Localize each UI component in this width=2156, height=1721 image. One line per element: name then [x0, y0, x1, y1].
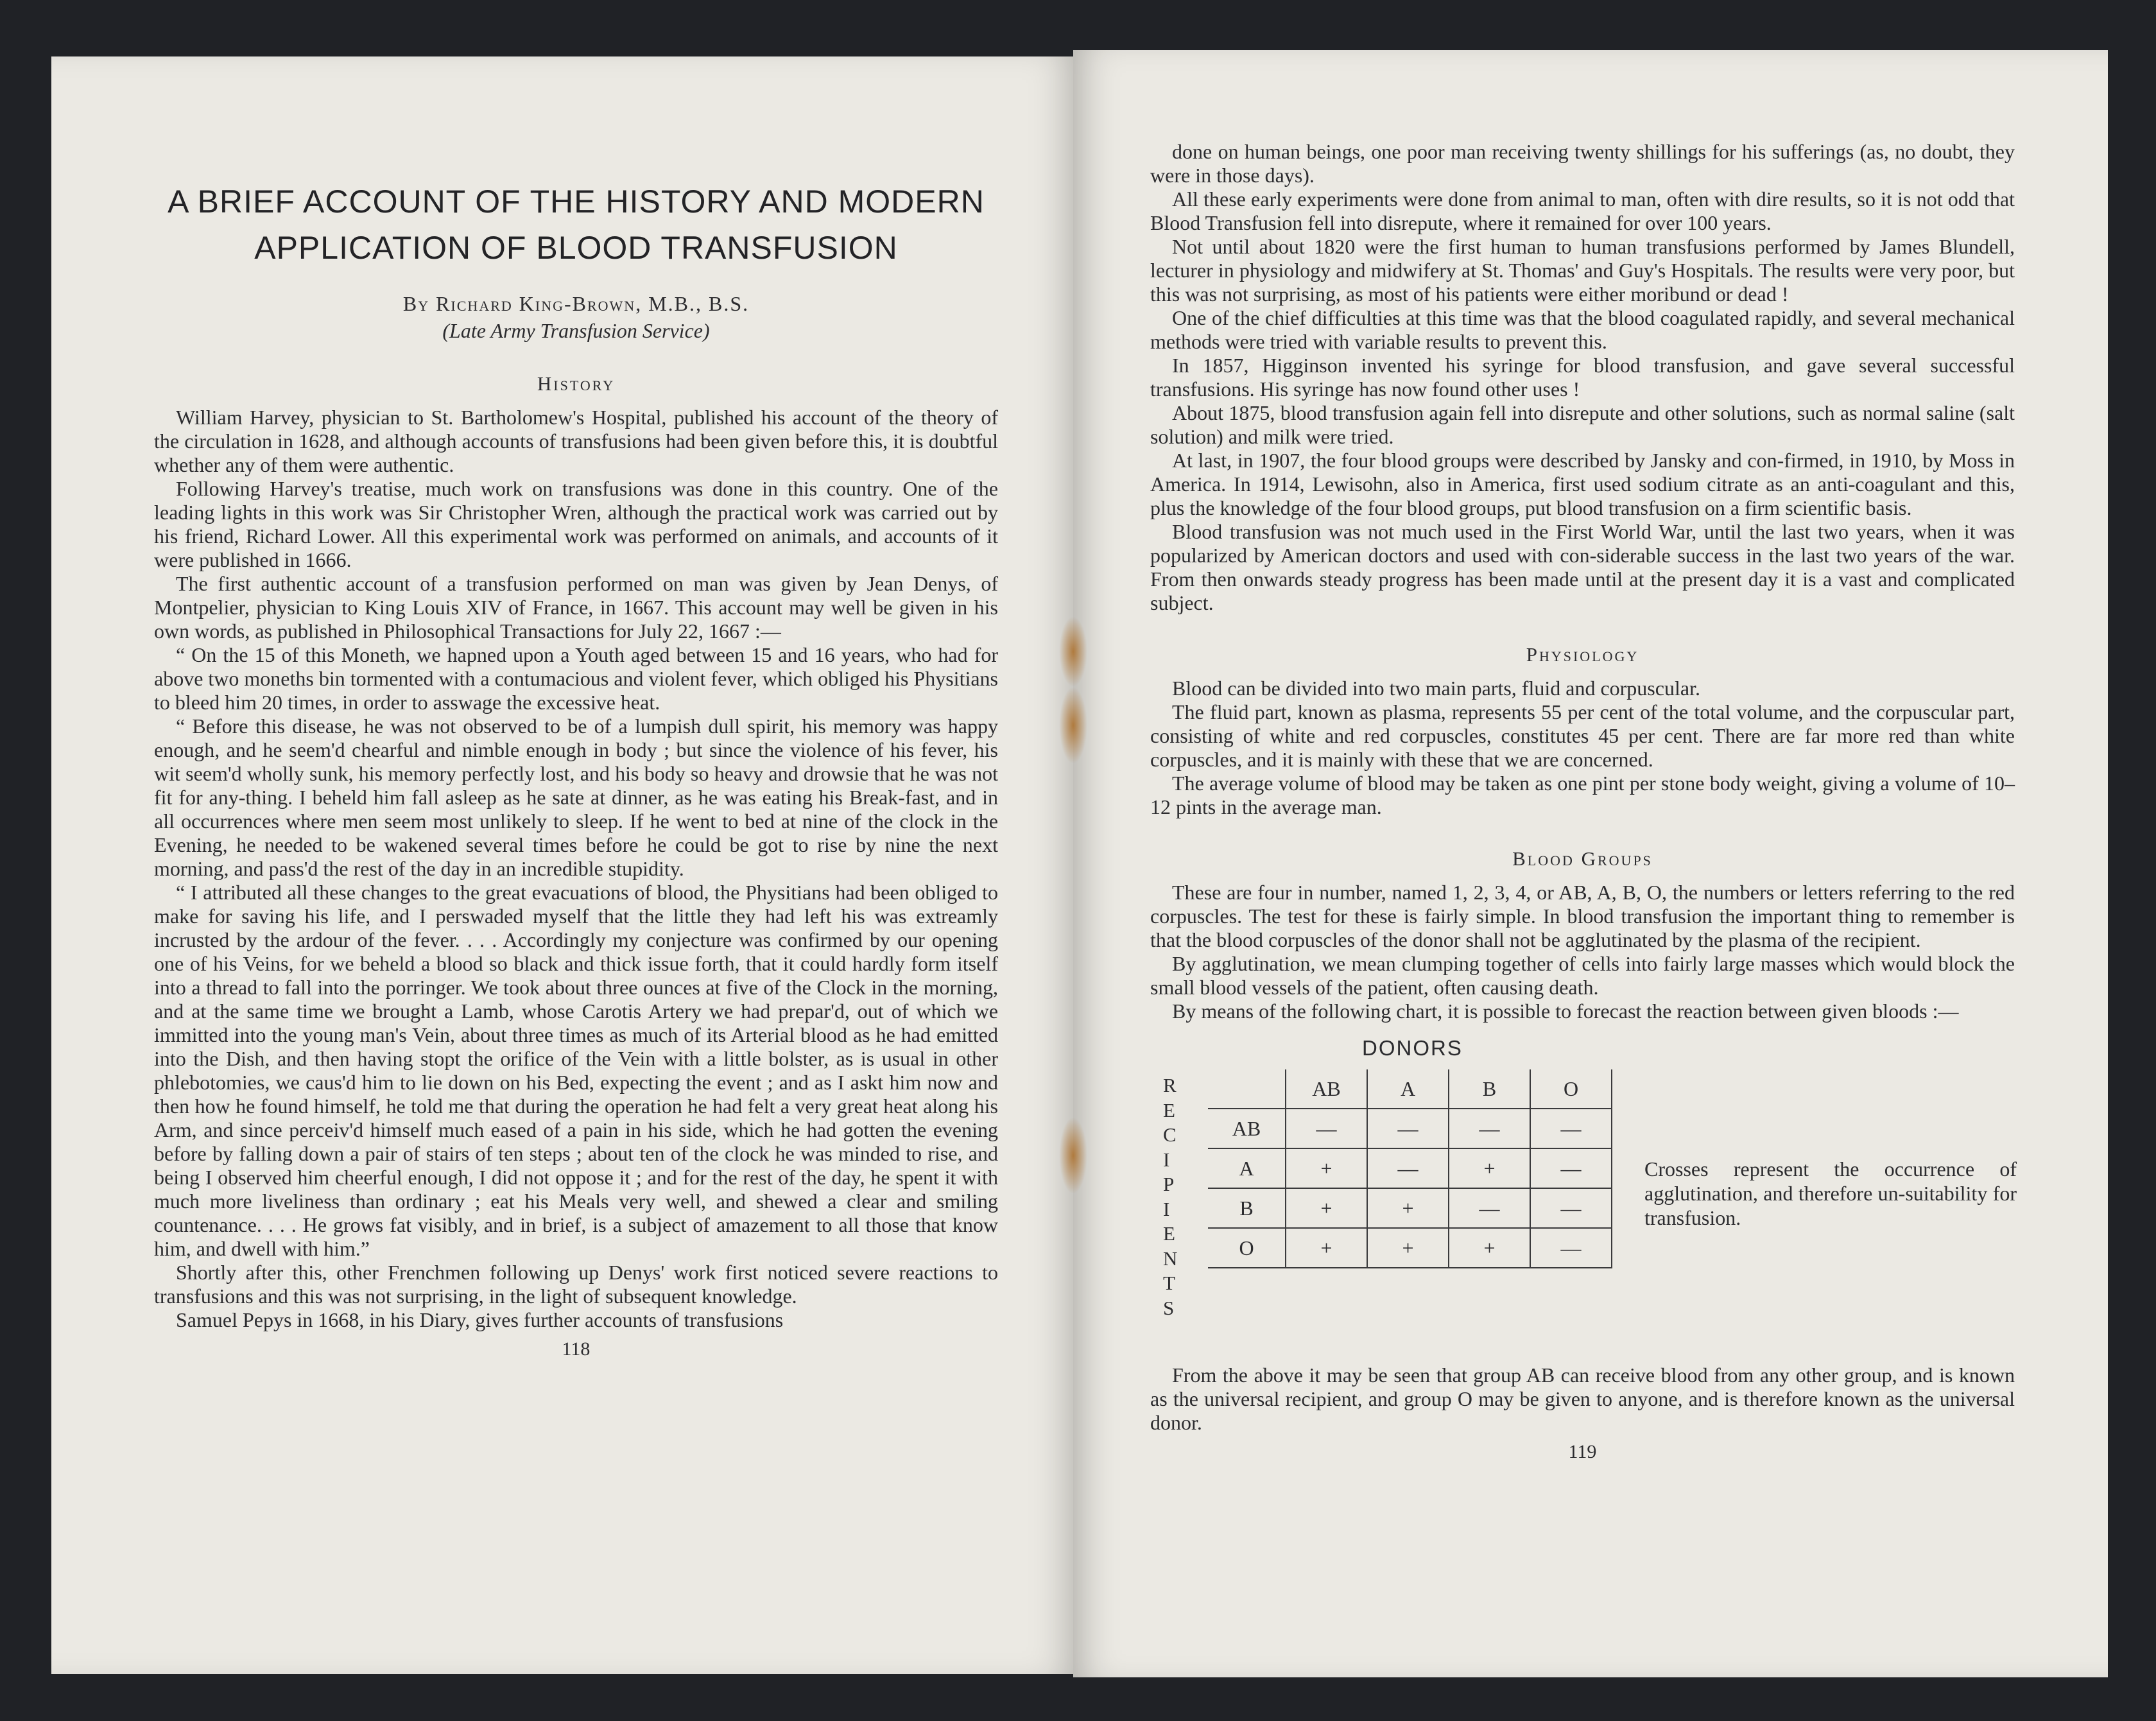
reaction-cell: +: [1367, 1188, 1449, 1228]
body-paragraph: Following Harvey's treatise, much work on transfusions was done in this country. One of the leading lights in this work was Sir Christopher Wren, although the practical work was carried out by his friend, Richard Lower. All this experimental work was performed on animals, and accounts of it were published in 1666.: [154, 477, 998, 571]
history-heading: History: [537, 372, 616, 395]
reaction-cell: +: [1449, 1228, 1530, 1268]
reaction-cell: —: [1530, 1109, 1612, 1148]
gutter-stain: [1059, 1117, 1087, 1194]
blood-groups-text: [1150, 881, 2015, 1023]
recipients-letter: E: [1163, 1098, 1175, 1121]
table-corner: [1208, 1069, 1286, 1109]
body-paragraph: Blood can be divided into two main parts, fluid and corpuscular.: [1172, 677, 1700, 700]
reaction-cell: +: [1286, 1228, 1367, 1268]
donors-label: DONORS: [1362, 1036, 1463, 1060]
body-paragraph: Samuel Pepys in 1668, in his Diary, gives further accounts of transfusions: [176, 1308, 784, 1331]
reaction-cell: +: [1286, 1188, 1367, 1228]
table-row: [1208, 1228, 1612, 1268]
page-number-left: 118: [562, 1338, 591, 1360]
gutter-stain: [1059, 687, 1087, 764]
body-paragraph: Shortly after this, other Frenchmen following up Denys' work first noticed severe reactions to transfusions and this was not surprising, in the light of subsequent knowledge.: [154, 1261, 998, 1308]
reaction-cell: —: [1286, 1109, 1367, 1148]
recipient-group-label: B: [1208, 1188, 1286, 1228]
reaction-cell: —: [1530, 1228, 1612, 1268]
donor-group-header: AB: [1286, 1069, 1367, 1109]
body-paragraph: The average volume of blood may be taken as one pint per stone body weight, giving a volume of 10–12 pints in the average man.: [1150, 772, 2015, 818]
body-paragraph: In 1857, Higginson invented his syringe for blood transfusion, and gave several successful transfusions. His syringe has now found other uses !: [1150, 354, 2015, 401]
body-paragraph: “ On the 15 of this Moneth, we hapned upon a Youth aged between 15 and 16 years, who had for above two moneths bin tormented with a contumacious and violent fever, which obliged his Physitians to bleed him 20 times, in order to asswage the excessive heat.: [154, 643, 998, 714]
body-paragraph: “ I attributed all these changes to the great evacuations of blood, the Physitians had been obliged to make for saving his life, and I perswaded myself that the little they had left his was extreamly incrusted by the ardour of the fever. . . . Accordingly my conjecture was confirmed by our opening one of his Veins, for we beheld a blood so black and thick issue forth, that it could hardly form itself into a thread to fall into the porringer. We took about three ounces at five of the Clock in the morning, and at the same time we brought a Lamb, whose Carotis Artery we had prepar'd, out of which we immitted into the young man's Vein, about three times as much of its Arterial blood as he had emitted into the Dish, and then having stopt the orifice of the Vein with a little bolster, as is usual in other phlebotomies, we caus'd him to lie down on his Bed, expecting the event ; and as I askt him now and then how he found himself, he told me that during the operation he had felt a very great heat along his Arm, and since perceiv'd himself much eased of a pain in his side, which he had gotten the evening before by falling down a pair of stairs of ten steps ; about ten of the clock he was minded to rise, and being I observed him cheerful enough, I did not oppose it ; and for the rest of the day, he spent it with much more liveliness than ordinary ; eat his Meals very well, and shewed a clear and smiling countenance. . . . He grows fat visibly, and in brief, is a subject of amazement to all those that know him, and dwell with him.”: [154, 881, 998, 1260]
title-line-2: APPLICATION OF BLOOD TRANSFUSION: [254, 230, 898, 266]
recipients-letter: E: [1163, 1222, 1175, 1245]
recipients-letter: R: [1163, 1074, 1177, 1096]
blood-groups-heading: Blood Groups: [1512, 847, 1653, 870]
compatibility-chart: [1150, 1036, 2015, 1370]
body-paragraph: By means of the following chart, it is possible to forecast the reaction between given bloods :—: [1172, 999, 1959, 1023]
gutter-stain: [1059, 616, 1087, 687]
reaction-cell: —: [1449, 1109, 1530, 1148]
reaction-cell: —: [1367, 1109, 1449, 1148]
recipients-letter: I: [1163, 1148, 1170, 1171]
closing-paragraph: From the above it may be seen that group AB can receive blood from any other group, and is known as the universal recipient, and group O may be given to anyone, and is therefore known as the universal donor.: [1150, 1363, 2015, 1434]
body-paragraph: One of the chief difficulties at this time was that the blood coagulated rapidly, and several mechanical methods were tried with variable results to prevent this.: [1150, 306, 2015, 353]
physiology-heading: Physiology: [1526, 643, 1639, 666]
body-paragraph: William Harvey, physician to St. Bartholomew's Hospital, published his account of the theory of the circulation in 1628, and although accounts of transfusions had been given before this, it is doubtful whether any of them were authentic.: [154, 406, 998, 476]
body-paragraph: done on human beings, one poor man receiving twenty shillings for his sufferings (as, no doubt, they were in those days).: [1150, 140, 2015, 187]
table-row: [1208, 1109, 1612, 1148]
recipients-letter: I: [1163, 1197, 1170, 1220]
page-number-right: 119: [1568, 1441, 1597, 1462]
body-paragraph: Blood transfusion was not much used in the First World War, until the last two years, when it was popularized by American doctors and used with con-siderable success in the last two years of the war. From then onwards steady progress has been made until at the present day it is a vast and complicated subject.: [1150, 520, 2015, 614]
body-paragraph: Not until about 1820 were the first human to human transfusions performed by James Blundell, lecturer in physiology and midwifery at St. Thomas' and Guy's Hospitals. The results were very poor, but this was not surprising, as most of his patients were either moribund or dead !: [1150, 235, 2015, 306]
table-row: [1208, 1148, 1612, 1188]
reaction-cell: +: [1367, 1228, 1449, 1268]
recipients-label: [1163, 1073, 1177, 1320]
reaction-cell: +: [1449, 1148, 1530, 1188]
table-row: [1208, 1188, 1612, 1228]
body-paragraph: All these early experiments were done from animal to man, often with dire results, so it is not odd that Blood Transfusion fell into disrepute, where it remained for over 100 years.: [1150, 187, 2015, 234]
reaction-cell: —: [1530, 1188, 1612, 1228]
body-paragraph: “ Before this disease, he was not observed to be of a lumpish dull spirit, his memory was happy enough, and he seem'd chearful and nimble enough in body ; but since the violence of his fever, his wit seem'd wholly sunk, his memory perfectly lost, and his body so heavy and drowsie that he was not fit for any-thing. I beheld him fall asleep as he sate at dinner, as he was eating his Break-fast, and in all occurrences where men seem most unlikely to sleep. If he went to bed at nine of the clock in the Evening, he needed to be wakened several times before he could be got to rise by nine the next morning, and pass'd the rest of the day in an incredible stupidity.: [154, 714, 998, 880]
donor-group-header: A: [1367, 1069, 1449, 1109]
reaction-cell: +: [1286, 1148, 1367, 1188]
article-title: [154, 178, 998, 271]
donor-group-header: O: [1530, 1069, 1612, 1109]
donor-group-header: B: [1449, 1069, 1530, 1109]
reaction-cell: —: [1530, 1148, 1612, 1188]
left-body-text: [154, 406, 998, 1332]
body-paragraph: The fluid part, known as plasma, represents 55 per cent of the total volume, and the corpuscular part, consisting of white and red corpuscles, constitutes 45 per cent. There are far more red than white corpuscles, and it is mainly with these that we are concerned.: [1150, 700, 2015, 771]
compatibility-table: [1208, 1069, 1612, 1268]
body-paragraph: By agglutination, we mean clumping together of cells into fairly large masses which would block the small blood vessels of the patient, often causing death.: [1150, 952, 2015, 999]
recipient-group-label: A: [1208, 1148, 1286, 1188]
physiology-text: [1150, 677, 2015, 819]
reaction-cell: —: [1449, 1188, 1530, 1228]
recipient-group-label: O: [1208, 1228, 1286, 1268]
title-line-1: A BRIEF ACCOUNT OF THE HISTORY AND MODERN: [168, 184, 985, 220]
recipients-letter: N: [1163, 1247, 1178, 1270]
left-page: [51, 56, 1075, 1674]
recipient-group-label: AB: [1208, 1109, 1286, 1148]
author-affiliation: (Late Army Transfusion Service): [442, 319, 710, 342]
body-paragraph: At last, in 1907, the four blood groups were described by Jansky and con-firmed, in 1910, by Moss in America. In 1914, Lewisohn, also in America, first used sodium citrate as an anti-coagulant and this, plus the knowledge of the four blood groups, put blood transfusion on a firm scientific basis.: [1150, 449, 2015, 519]
body-paragraph: The first authentic account of a transfusion performed on man was given by Jean Denys, of Montpelier, physician to King Louis XIV of France, in 1667. This account may well be given in his own words, as published in Philosophical Transactions for July 22, 1667 :—: [154, 572, 998, 643]
recipients-letter: T: [1163, 1272, 1175, 1294]
recipients-letter: P: [1163, 1173, 1175, 1195]
recipients-letter: C: [1163, 1123, 1177, 1146]
author-byline: By Richard King-Brown, M.B., B.S.: [402, 292, 750, 315]
recipients-letter: S: [1163, 1296, 1175, 1319]
body-paragraph: These are four in number, named 1, 2, 3, 4, or AB, A, B, O, the numbers or letters referring to the red corpuscles. The test for these is fairly simple. In blood transfusion the important thing to remember is that the blood corpuscles of the donor shall not be agglutinated by the plasma of the recipient.: [1150, 881, 2015, 951]
right-history-text: [1150, 140, 2015, 615]
reaction-cell: —: [1367, 1148, 1449, 1188]
chart-legend: Crosses represent the occurrence of agglutination, and therefore un-suitability for transfusion.: [1644, 1157, 2017, 1229]
right-page: [1073, 50, 2108, 1677]
body-paragraph: About 1875, blood transfusion again fell into disrepute and other solutions, such as normal saline (salt solution) and milk were tried.: [1150, 401, 2015, 448]
